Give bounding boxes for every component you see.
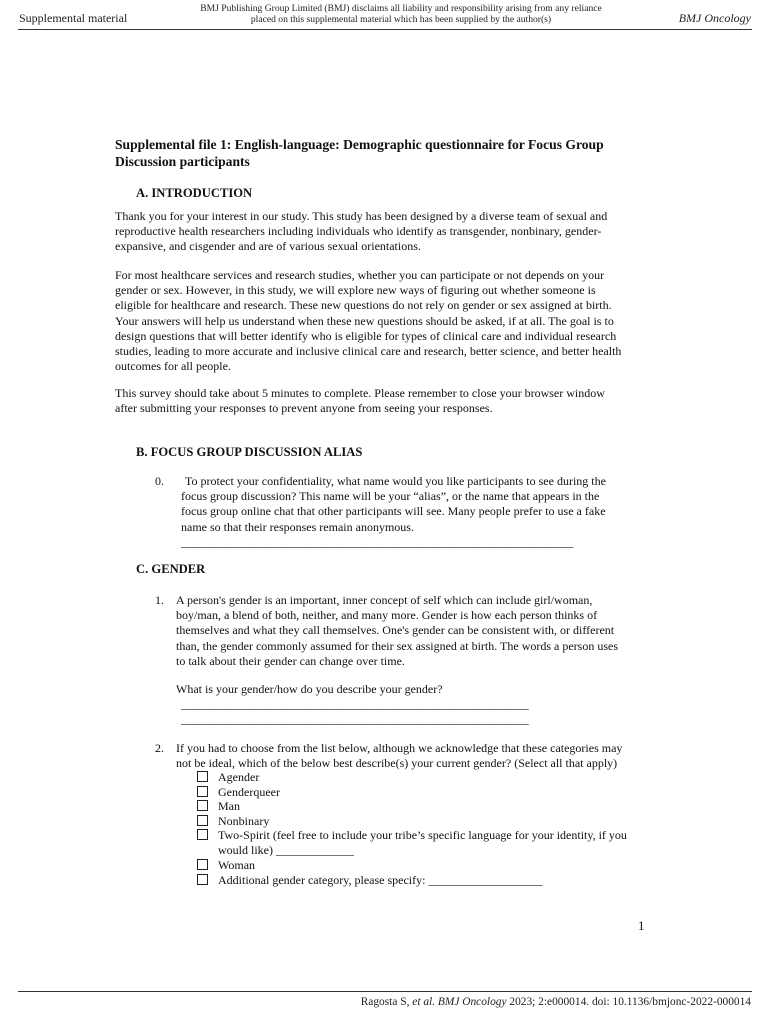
footer-etal: et al.: [412, 996, 436, 1008]
intro-paragraph-2: [115, 268, 660, 374]
option-label: Woman: [218, 858, 256, 872]
footer-authors: Ragosta S,: [360, 996, 413, 1008]
alias-answer-line[interactable]: ______________________________________________________________________: [181, 535, 574, 549]
text-line: than, the gender commonly assumed for their sex assigned at birth. The words a person uses: [176, 638, 619, 653]
checkbox-icon[interactable]: [197, 786, 208, 797]
text-line: gender or sex. However, in this study, we will explore new ways of figuring out whether someone is: [115, 283, 596, 298]
option-label: Genderqueer: [218, 785, 280, 799]
text-line: If you had to choose from the list below, although we acknowledge that these categories may: [176, 741, 623, 755]
text-line: To protect your confidentiality, what name would you like participants to see during the: [185, 474, 606, 488]
option-genderqueer[interactable]: [197, 785, 657, 800]
text-line: focus group online chat that other participants will see. Many people prefer to use a fake: [181, 504, 606, 519]
title-line: Supplemental file 1: English-language: Demographic questionnaire for Focus Group: [115, 137, 604, 152]
section-c-heading: C. GENDER: [136, 562, 206, 576]
text-line: focus group discussion? This name will be your “alias”, or the name that appears in the: [181, 489, 600, 504]
checkbox-icon[interactable]: [197, 829, 208, 840]
option-label: Nonbinary: [218, 814, 270, 828]
option-agender[interactable]: [197, 770, 657, 785]
text-line: design questions that will better identify who is eligible for types of clinical care and individual research: [115, 328, 617, 343]
text-line: studies, leading to more accurate and inclusive clinical care and research, better science, and better health: [115, 344, 622, 359]
option-label: Man: [218, 799, 240, 813]
page-number: 1: [638, 918, 645, 933]
text-line: This survey should take about 5 minutes to complete. Please remember to close your browser window: [115, 386, 605, 400]
text-line: not be ideal, which of the below best describe(s) your current gender? (Select all that apply): [176, 756, 618, 771]
text-line: expansive, and cisgender and are of various sexual orientations.: [115, 239, 421, 254]
checkbox-icon[interactable]: [197, 815, 208, 826]
text-line: Your answers will help us understand when these new questions should be asked, if at all. The goal is to: [115, 313, 614, 328]
header-journal-name: BMJ Oncology: [678, 11, 751, 25]
option-label: Additional gender category, please specify: ___________________: [218, 873, 543, 887]
gender-answer-line[interactable]: ______________________________________________________________: [181, 712, 529, 726]
title-line: Discussion participants: [115, 153, 250, 169]
question-2-number: 2.: [155, 741, 164, 755]
question-0-text: [181, 474, 641, 535]
header-divider: [18, 29, 752, 30]
question-2-text: [176, 741, 656, 771]
option-label: Agender: [218, 770, 260, 784]
text-line: Thank you for your interest in our study. This study has been designed by a diverse team of sexual and: [115, 209, 608, 223]
option-nonbinary[interactable]: [197, 814, 657, 829]
text-line: themselves and what they call themselves. One's gender can be consistent with, or different: [176, 623, 615, 638]
text-line: to talk about their gender can change over time.: [176, 653, 405, 668]
header-left-label: Supplemental material: [19, 11, 128, 25]
text-line: name so that their responses remain anonymous.: [181, 519, 414, 534]
footer-citation: 2023; 2:e000014. doi: 10.1136/bmjonc-2022-000014: [506, 996, 751, 1008]
section-a-heading: A. INTRODUCTION: [136, 186, 253, 200]
checkbox-icon[interactable]: [197, 800, 208, 811]
question-0-number: 0.: [155, 474, 164, 488]
question-1-number: 1.: [155, 593, 164, 607]
intro-paragraph-1: [115, 209, 660, 255]
text-line: A person's gender is an important, inner concept of self which can include girl/woman,: [176, 593, 593, 607]
disclaimer-line: BMJ Publishing Group Limited (BMJ) disclaims all liability and responsibility arising from any reliance: [200, 3, 602, 14]
citation-footer: [361, 996, 751, 1008]
option-additional-category[interactable]: [197, 873, 657, 888]
text-line: eligible for healthcare and research. These new questions do not rely on gender or sex assigned at birth.: [115, 298, 612, 313]
question-1-text: [176, 593, 656, 669]
text-line: boy/man, a blend of both, neither, and many more. Gender is how each person thinks of: [176, 608, 598, 623]
document-title: [115, 137, 635, 170]
checkbox-icon[interactable]: [197, 859, 208, 870]
section-b-heading: B. FOCUS GROUP DISCUSSION ALIAS: [136, 445, 363, 459]
text-line: after submitting your responses to prevent anyone from seeing your responses.: [115, 401, 493, 416]
footer-journal: BMJ Oncology: [435, 996, 507, 1008]
option-label-continuation: would like) _____________: [218, 842, 354, 857]
checkbox-icon[interactable]: [197, 771, 208, 782]
gender-answer-line[interactable]: ______________________________________________________________: [181, 697, 529, 711]
text-line: reproductive health researchers including individuals who identify as transgender, nonbinary, gender-: [115, 224, 602, 239]
intro-paragraph-3: [115, 386, 660, 416]
checkbox-icon[interactable]: [197, 874, 208, 885]
disclaimer-line: placed on this supplemental material which has been supplied by the author(s): [250, 14, 552, 25]
text-line: For most healthcare services and research studies, whether you can participate or not depends on your: [115, 268, 605, 282]
option-woman[interactable]: [197, 858, 657, 873]
option-two-spirit[interactable]: [197, 828, 657, 857]
question-1-prompt: What is your gender/how do you describe your gender?: [176, 682, 443, 696]
header-disclaimer: [185, 3, 617, 25]
option-man[interactable]: [197, 799, 657, 814]
option-label: Two-Spirit (feel free to include your tribe’s specific language for your identity, if you: [218, 828, 627, 842]
text-line: outcomes for all people.: [115, 359, 231, 374]
footer-divider: [18, 991, 752, 992]
